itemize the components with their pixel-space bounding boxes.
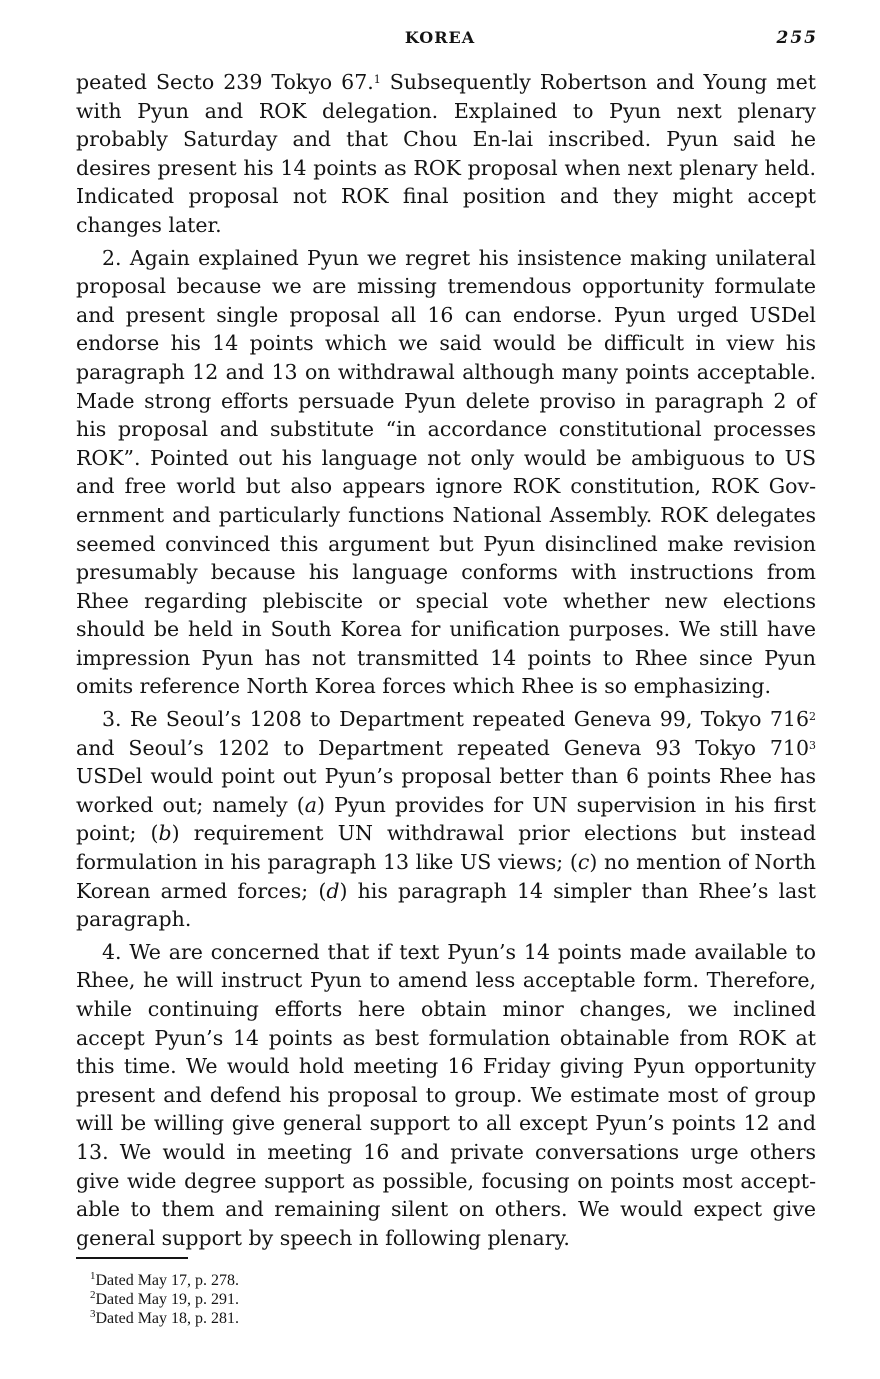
paragraph-1 xyxy=(76,68,816,240)
paragraph-3-seg-2: and Seoul’s 1202 to Department repeated Geneva 93 Tokyo 710 xyxy=(76,735,809,760)
paragraph-3-seg-5: ) requirement UN withdrawal prior elections but instead formulation in his paragraph 13 like US views; ( xyxy=(76,821,816,875)
footnote-ref-1: 1 xyxy=(373,73,381,86)
footnote-2 xyxy=(90,1290,239,1309)
page-number: 255 xyxy=(776,28,818,48)
footnote-ref-3: 3 xyxy=(809,738,816,752)
item-letter-c: c xyxy=(577,850,590,875)
paragraph-4: 4. We are concerned that if text Pyun’s 14 points made available to Rhee, he will instruct Pyun to amend less acceptable form. Therefore, while continuing efforts here obtain minor changes, we inclined accept Pyun’s 14 points as best formulation obtainable from ROK at this time. We would hold meeting 16 Friday giving Pyun opportunity present and defend his proposal to group. We estimate most of group will be willing give general support to all except Pyun’s points 12 and 13. We would in meeting 16 and private conversations urge others give wide degree support as possible, focusing on points most acceptable to them and remaining silent on others. We would expect give general support by speech in following plenary. xyxy=(76,939,816,1250)
paragraph-3 xyxy=(76,705,816,934)
item-letter-d: d xyxy=(326,878,340,903)
footnote-3 xyxy=(90,1309,239,1328)
footnote-text: Dated May 19, p. 291. xyxy=(95,1291,240,1308)
footnote-mark: 2 xyxy=(90,1289,96,1301)
paragraph-1-text-b: Subsequently Robertson and Young met with Pyun and ROK delegation. Explained to Pyun next plenary probably Saturday and that Chou En-lai inscribed. Pyun said he desires present his 14 points as ROK proposal when next plenary held. Indicated proposal not ROK final position and they might accept changes later. xyxy=(76,70,816,237)
paragraph-3-seg-4: ) Pyun provides for UN supervision in his first point; ( xyxy=(76,792,816,846)
document-body xyxy=(76,68,816,1256)
item-letter-b: b xyxy=(158,821,172,846)
footnote-mark: 1 xyxy=(90,1270,96,1282)
footnote-ref-2: 2 xyxy=(809,710,816,724)
footnotes xyxy=(90,1271,239,1328)
paragraph-3-seg-1: 3. Re Seoul’s 1208 to Department repeated Geneva 99, Tokyo 716 xyxy=(102,707,809,732)
footnote-divider xyxy=(76,1257,188,1259)
paragraph-3-seg-6: ) no mention of North Korean armed forces; ( xyxy=(76,850,817,903)
running-title: KOREA xyxy=(404,28,476,47)
item-letter-a: a xyxy=(304,792,317,817)
paragraph-2: 2. Again explained Pyun we regret his insistence making unilateral proposal because we are missing tremendous opportunity formulate and present single proposal all 16 can endorse. Pyun urged USDel endorse his 14 points which we said would be difficult in view his paragraph 12 and 13 on withdrawal although many points acceptable. Made strong efforts persuade Pyun delete proviso in paragraph 2 of his proposal and substitute “in accordance constitutional processes ROK”. Pointed out his language not only would be ambiguous to US and free world but also appears ignore ROK constitution, ROK Government and particularly functions National Assembly. ROK delegates seemed convinced this argument but Pyun disinclined make revision presumably because his language conforms with instructions from Rhee regarding plebiscite or special vote whether new elections should be held in South Korea for unification purposes. We still have impression Pyun has not transmitted 14 points to Rhee since Pyun omits reference North Korea forces which Rhee is so emphasizing. xyxy=(76,245,816,699)
paragraph-3-seg-7: ) his paragraph 14 simpler than Rhee’s last paragraph. xyxy=(76,878,816,932)
page-header xyxy=(0,28,880,52)
paragraph-1-text-a: peated Secto 239 Tokyo 67. xyxy=(76,70,374,94)
footnote-text: Dated May 18, p. 281. xyxy=(95,1310,240,1327)
paragraph-3-seg-3: USDel would point out Pyun’s proposal better than 6 points Rhee has worked out; namely ( xyxy=(76,764,816,817)
footnote-1 xyxy=(90,1271,239,1290)
footnote-mark: 3 xyxy=(90,1308,96,1320)
footnote-text: Dated May 17, p. 278. xyxy=(95,1272,240,1289)
